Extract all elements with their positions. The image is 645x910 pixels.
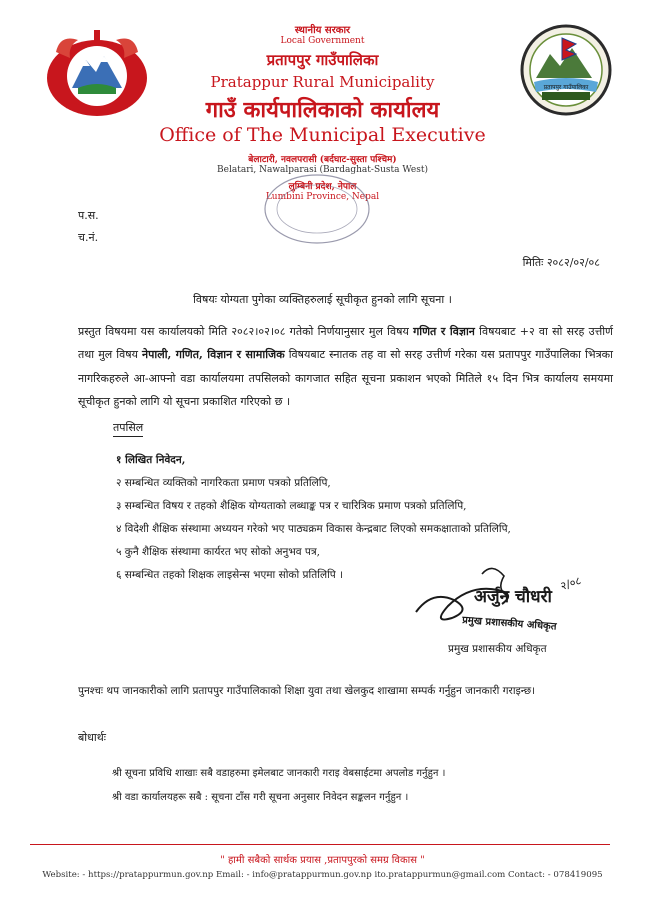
logo-caption: प्रतापपुर गाउँपालिका bbox=[543, 84, 589, 91]
signature-date: २/०८ bbox=[558, 574, 583, 593]
list-item: १ लिखित निवेदन, bbox=[116, 454, 186, 466]
body-text-3: विषयबाट स्नातक तह वा सो सरह उत्तीर्ण गरेका यस प्रतापपुर गाउँपालिका भित्रका नागरिकहरुले आ-आफ्नो वडा कार्यालयमा तपसिलको कागजात सहित सूचना प्रकाशन भएको मितिले १५ दिन भित्र कार्यालय समयमा सूचीकृत हुनको लागि यो सूचना प्रकाशित गरिएको छ । bbox=[78, 348, 613, 408]
signature-stamp-title: प्रमुख प्रशासकीय अधिकृत bbox=[461, 615, 557, 633]
province-en: Lumbini Province, Nepal bbox=[265, 192, 380, 202]
postscript: पुनश्चः थप जानकारीको लागि प्रतापपुर गाउँपालिकाको शिक्षा युवा तथा खेलकुद शाखामा सम्पर्क गर्नुहुन जानकारी गराइन्छ। bbox=[78, 685, 536, 697]
cc-item: श्री सूचना प्रविधि शाखाः सबै वडाहरुमा इमेलबाट जानकारी गराइ वेबसाईटमा अपलोड गर्नुहुन । bbox=[112, 768, 446, 779]
cc-label: बोधार्थः bbox=[78, 731, 106, 744]
province-ne: लुम्बिनी प्रदेश, नेपाल bbox=[288, 182, 357, 192]
local-government-ne: स्थानीय सरकार bbox=[294, 25, 351, 36]
body-bold-2: नेपाली, गणित, विज्ञान र सामाजिक bbox=[142, 348, 285, 362]
signature bbox=[412, 560, 602, 640]
address-en: Belatari, Nawalparasi (Bardaghat-Susta West) bbox=[217, 165, 428, 175]
body-text-1: प्रस्तुत विषयमा यस कार्यालयको मिति २०८२।०२।०८ गतेको निर्णयानुसार मुल विषय bbox=[78, 325, 414, 338]
list-item: २ सम्बन्धित व्यक्तिको नागरिकता प्रमाण पत्रको प्रतिलिपि, bbox=[116, 477, 331, 489]
footer-contact: Website: - https://pratappurmun.gov.np Email: - info@pratappurmun.gov.np ito.pratappurmun@gmail.com Contact: - 078419095 bbox=[42, 870, 603, 880]
letter-subject: विषयः योग्यता पुगेका व्यक्तिहरुलाई सूचीकृत हुनको लागि सूचना । bbox=[193, 293, 452, 306]
footer-divider bbox=[30, 844, 610, 845]
body-bold-1: गणित र विज्ञान bbox=[413, 325, 475, 338]
list-heading: तपसिल bbox=[113, 420, 143, 437]
municipality-name-ne: प्रतापपुर गाउँपालिका bbox=[266, 51, 379, 69]
body-paragraph bbox=[78, 320, 613, 413]
local-government-en: Local Government bbox=[280, 36, 365, 46]
address-ne: बेलाटारी, नवलपरासी (बर्दघाट-सुस्ता पश्चिम) bbox=[248, 155, 397, 165]
cc-item: श्री वडा कार्यालयहरू सबै : सूचना टाँस गरी सूचना अनुसार निवेदन सङ्कलन गर्नुहुन । bbox=[112, 792, 409, 803]
list-item: ४ विदेशी शैक्षिक संस्थामा अध्ययन गरेको भए पाठ्यक्रम विकास केन्द्रबाट लिएको समकक्षाताको प्रतिलिपि, bbox=[116, 523, 511, 535]
office-name-en: Office of The Municipal Executive bbox=[159, 124, 486, 146]
list-item: ६ सम्बन्धित तहको शिक्षक लाइसेन्स भएमा सोको प्रतिलिपि । bbox=[116, 569, 344, 581]
list-item: ३ सम्बन्धित विषय र तहको शैक्षिक योग्यताको लब्धाङ्क पत्र र चारित्रिक प्रमाण पत्रको प्रतिलिपि, bbox=[116, 500, 467, 512]
reference-cn-label: च.नं. bbox=[78, 231, 99, 244]
body-text-2: विषयबाट +२ वा सो सरह उत्तीर्ण तथा मुल विषय bbox=[78, 325, 613, 362]
municipality-name-en: Pratappur Rural Municipality bbox=[210, 73, 435, 91]
signer-title: प्रमुख प्रशासकीय अधिकृत bbox=[448, 643, 547, 655]
footer-slogan: " हामी सबैको सार्थक प्रयास ,प्रतापपुरको समग्र विकास " bbox=[220, 855, 425, 866]
letter-date: मितिः २०८२/०२/०८ bbox=[522, 256, 600, 269]
office-name-ne: गाउँ कार्यपालिकाको कार्यालय bbox=[205, 97, 440, 123]
reference-ps-label: प.स. bbox=[78, 209, 99, 222]
office-stamp bbox=[262, 172, 372, 246]
list-item: ५ कुनै शैक्षिक संस्थामा कार्यरत भए सोको अनुभव पत्र, bbox=[116, 546, 321, 558]
signature-name: अर्जुन चौधरी bbox=[474, 587, 552, 607]
